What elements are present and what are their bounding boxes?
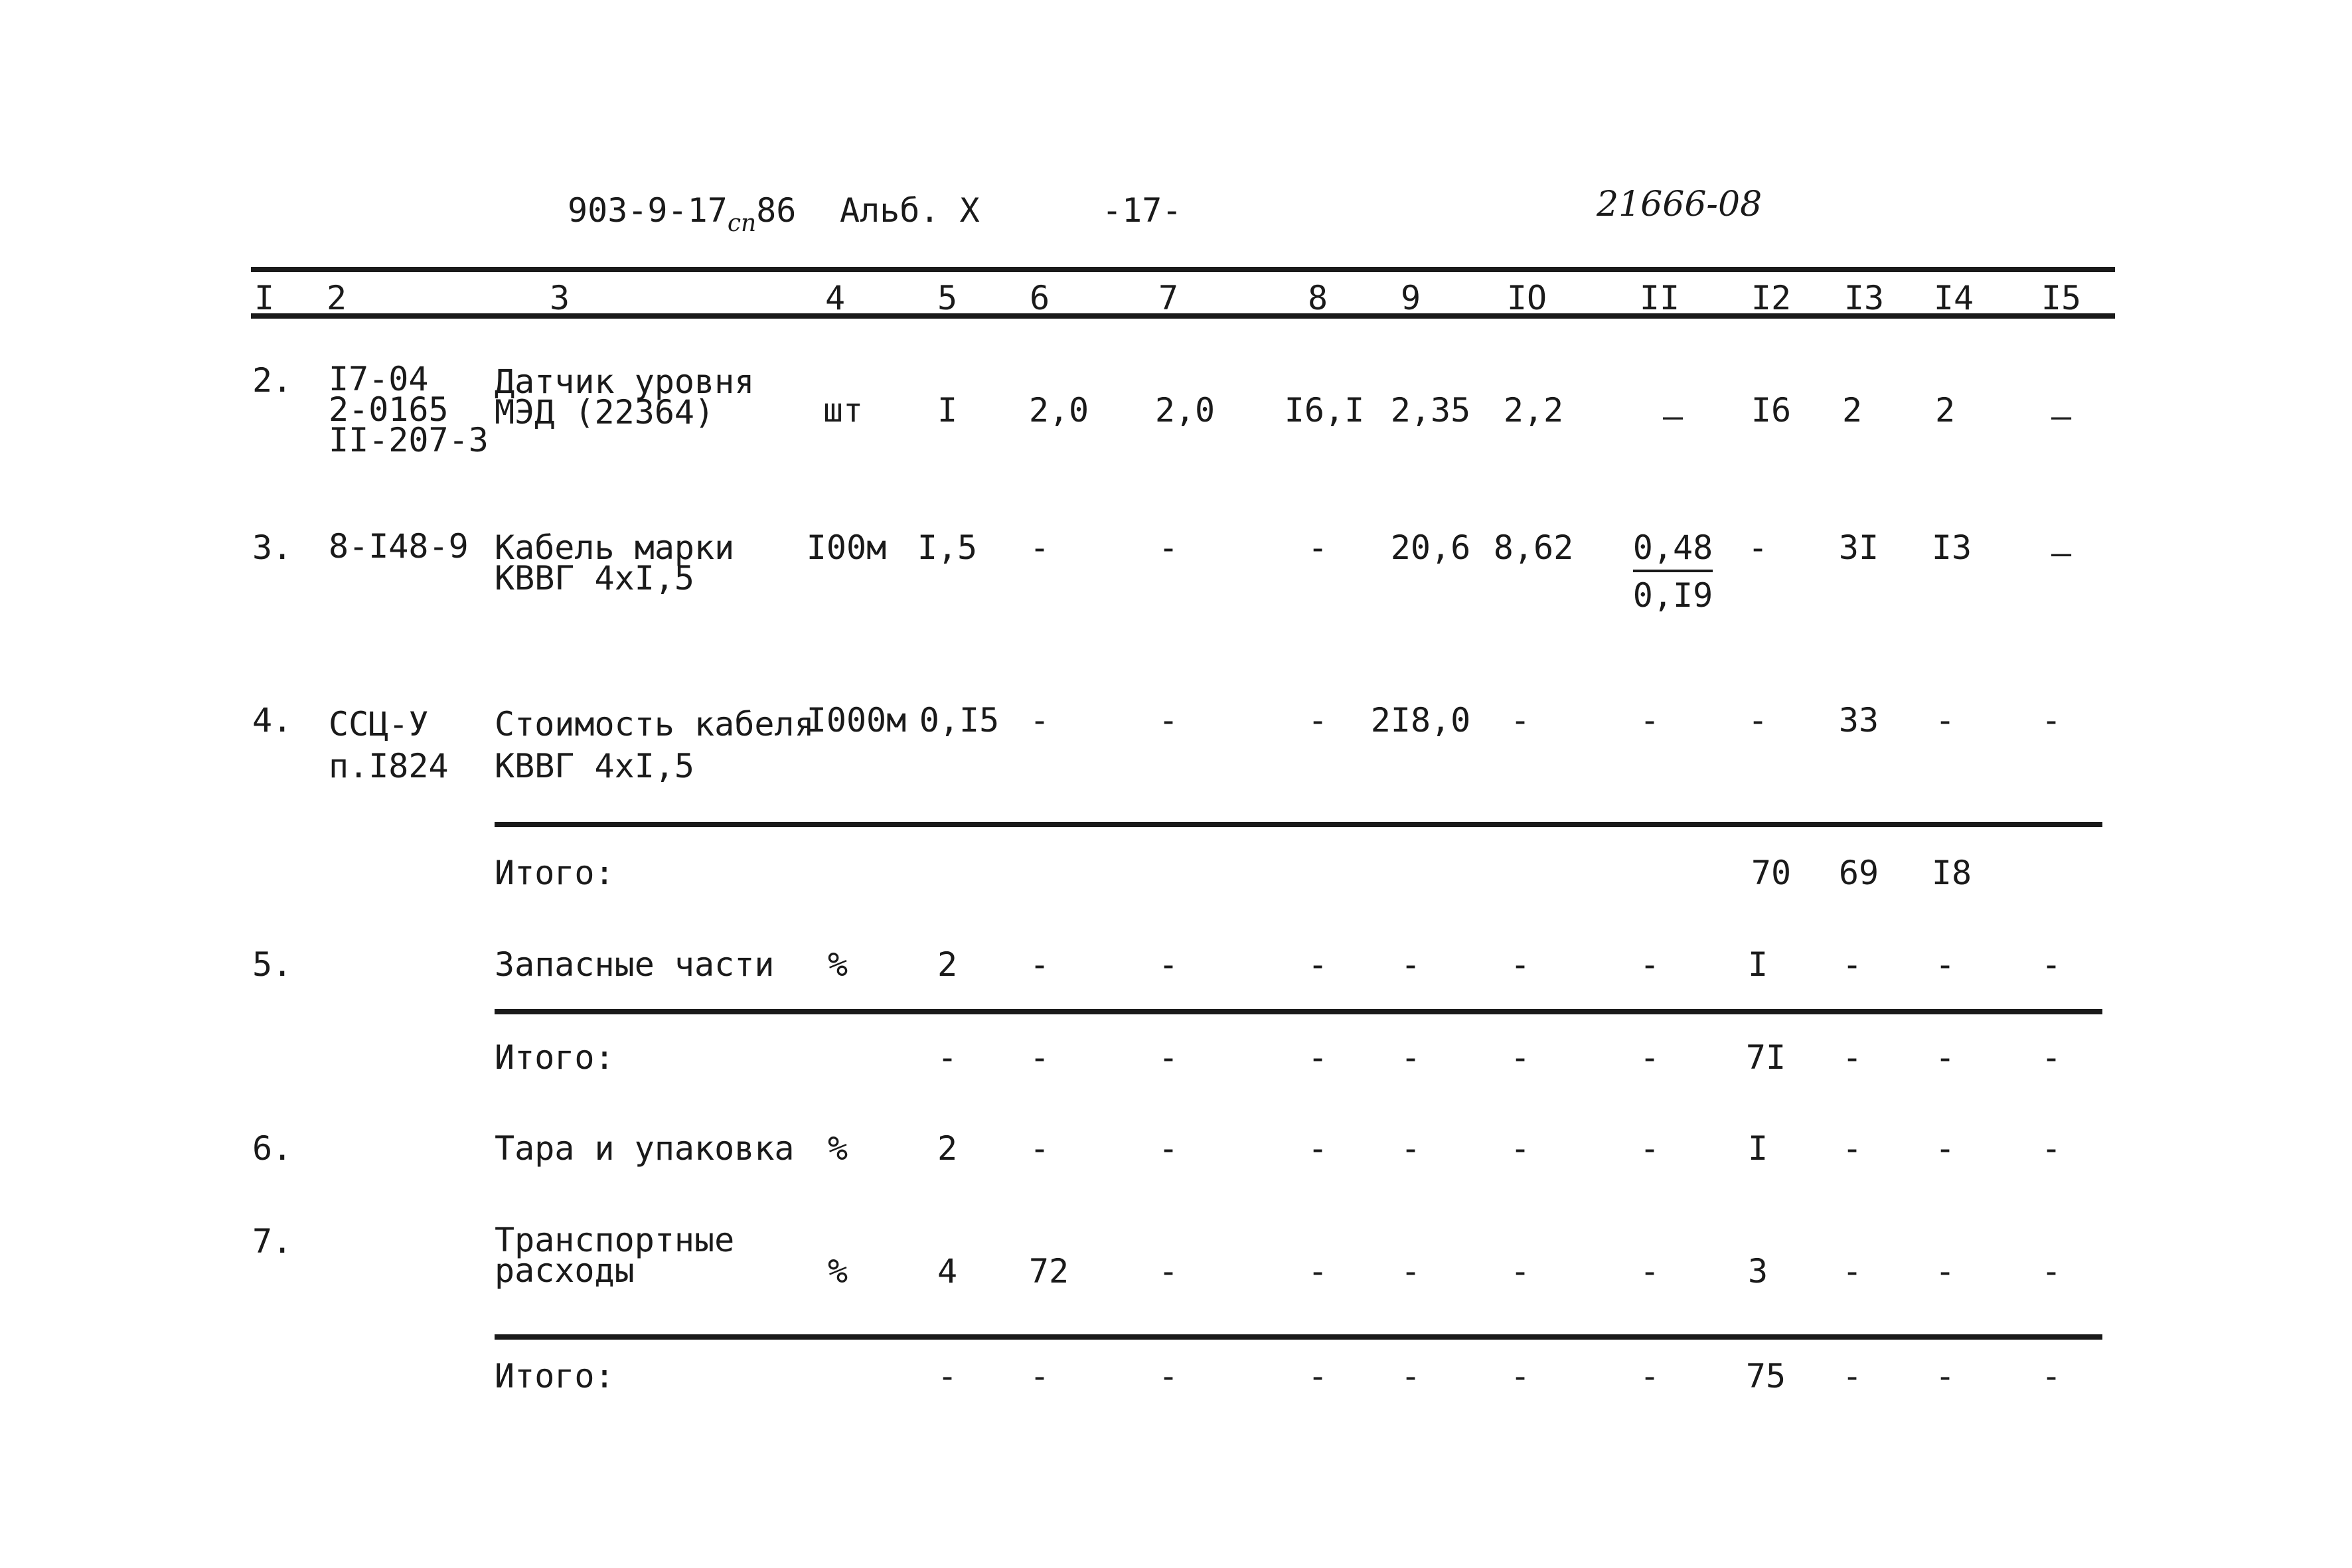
column-header-5: 5 (937, 279, 958, 317)
cell-c9: - (1400, 945, 1421, 984)
cell-c9: - (1400, 1252, 1421, 1291)
cell-c12: I (1747, 945, 1768, 984)
cell-c12: I6 (1751, 391, 1792, 430)
cell-c12: 3 (1747, 1252, 1768, 1291)
column-header-1: I (254, 279, 275, 317)
cell-c12: - (1747, 528, 1768, 567)
row-code: 8-I48-9 (329, 527, 469, 566)
cell-c8: - (1307, 1252, 1328, 1291)
cell-c7: - (1158, 701, 1179, 740)
document-code-year: 86 (756, 191, 797, 230)
cell-c15: — (2051, 397, 2072, 435)
cell-c11: - (1639, 945, 1660, 984)
column-header-15: I5 (2041, 279, 2082, 317)
cell-c11 (1662, 397, 1684, 435)
cell-c15: - (2041, 1129, 2062, 1168)
cell-c14: - (1934, 1129, 1956, 1168)
cell-c13: - (1842, 1252, 1863, 1291)
column-header-2: 2 (326, 279, 347, 317)
cell-c10: - (1510, 701, 1531, 740)
cell-c14: I8 (1931, 854, 1972, 892)
cell-c13: - (1842, 945, 1863, 984)
cell-c5: I (937, 391, 958, 430)
total-label: Итого: (495, 1357, 615, 1395)
cell-c14: - (1934, 701, 1956, 740)
row-number: 5. (252, 945, 293, 984)
cell-c11: - (1639, 1038, 1660, 1077)
cell-c14: - (1934, 1252, 1956, 1291)
cell-c5: 0,I5 (919, 701, 1000, 740)
cell-c9: - (1400, 1129, 1421, 1168)
unit-cell: % (827, 1129, 848, 1168)
cell-c15: - (2041, 1038, 2062, 1077)
cell-c14: - (1934, 1357, 1956, 1395)
cell-c15: - (2041, 1357, 2062, 1395)
cell-c8: - (1307, 1357, 1328, 1395)
row-number: 6. (252, 1129, 293, 1168)
cell-c9: 2I8,0 (1370, 701, 1471, 740)
cell-c14: I3 (1931, 528, 1972, 567)
cell-c15: - (2041, 701, 2062, 740)
cell-c8: - (1307, 701, 1328, 740)
row-name-line: МЭД (22364) (495, 393, 715, 431)
cell-c15: — (2051, 534, 2072, 572)
document-code-main: 903-9-17 (568, 191, 728, 230)
unit-cell: I000м (806, 701, 907, 740)
cell-c7: 2,0 (1154, 391, 1215, 430)
row-number: 4. (252, 701, 293, 740)
cell-c13: 33 (1838, 701, 1879, 740)
cell-c6: - (1029, 528, 1050, 567)
column-header-3: 3 (549, 279, 570, 317)
cell-c13: 2 (1842, 391, 1863, 430)
subtotal-rule (495, 1334, 2102, 1340)
row-name-line: КВВГ 4хI,5 (495, 559, 695, 597)
cell-c5: I,5 (917, 528, 978, 567)
cell-c11: - (1639, 1252, 1660, 1291)
cell-c11-numerator: 0,48 (1632, 528, 1713, 567)
cell-c8: - (1307, 1129, 1328, 1168)
row-number: 7. (252, 1222, 293, 1261)
cell-c10: 8,62 (1493, 528, 1574, 567)
column-header-7: 7 (1158, 279, 1179, 317)
cell-c5: - (937, 1357, 958, 1395)
cell-c7: - (1158, 1129, 1179, 1168)
cell-c13: - (1842, 1357, 1863, 1395)
cell-c12: 7I (1745, 1038, 1786, 1077)
cell-c10: - (1510, 1357, 1531, 1395)
cell-c7: - (1158, 1252, 1179, 1291)
cell-c9: 2,35 (1390, 391, 1471, 430)
cell-c13: 69 (1838, 854, 1879, 892)
cell-c5: 2 (937, 1129, 958, 1168)
cell-c10: - (1510, 1129, 1531, 1168)
cell-c15: - (2041, 945, 2062, 984)
cell-c6: 2,0 (1028, 391, 1089, 430)
cell-c6: - (1029, 1357, 1050, 1395)
cell-c8: - (1307, 1038, 1328, 1077)
cell-c11: - (1639, 1357, 1660, 1395)
column-header-4: 4 (824, 279, 846, 317)
inventory-number: 21666-08 (1597, 185, 1763, 224)
unit-cell: % (827, 945, 848, 984)
cell-c14: 2 (1934, 391, 1956, 430)
column-header-8: 8 (1307, 279, 1328, 317)
row-code: 2-0165 (329, 390, 449, 429)
row-code: п.I824 (329, 746, 449, 785)
header-bottom-rule (251, 313, 2115, 319)
cell-c10: 2,2 (1503, 391, 1564, 430)
row-codes (329, 360, 489, 459)
row-name-line: Транспортные (495, 1221, 735, 1259)
cell-c12: 70 (1751, 854, 1792, 892)
cell-c10: - (1510, 1252, 1531, 1291)
cell-c11: - (1639, 1129, 1660, 1168)
cell-c6: - (1029, 945, 1050, 984)
subtotal-rule (495, 822, 2102, 827)
cell-c11-denominator: 0,I9 (1632, 576, 1713, 615)
cell-c9: - (1400, 1357, 1421, 1395)
cell-c12: 75 (1745, 1357, 1786, 1395)
cell-c8: - (1307, 945, 1328, 984)
cell-c12: I (1747, 1129, 1768, 1168)
column-header-10: IO (1506, 279, 1547, 317)
row-name (495, 1221, 735, 1290)
cell-c14: - (1934, 1038, 1956, 1077)
unit-cell: шт (823, 391, 864, 430)
album-label: Альб. X (840, 191, 980, 230)
row-name-line: Кабель марки (495, 528, 735, 567)
row-name: Запасные части (495, 945, 775, 984)
row-name (495, 528, 735, 597)
cell-c13: 3I (1838, 528, 1879, 567)
row-name-line: расходы (495, 1251, 635, 1290)
column-header-12: I2 (1751, 279, 1792, 317)
cell-c9: 20,6 (1390, 528, 1471, 567)
cell-c6: - (1029, 1129, 1050, 1168)
cell-c12: - (1747, 701, 1768, 740)
cell-c7: - (1158, 1357, 1179, 1395)
cell-c6: 72 (1028, 1252, 1069, 1291)
cell-c5: 2 (937, 945, 958, 984)
page-number: -17- (1102, 191, 1182, 230)
column-header-9: 9 (1400, 279, 1421, 317)
header-top-rule (251, 267, 2115, 272)
row-name: Тара и упаковка (495, 1129, 795, 1168)
cell-c11: - (1639, 701, 1660, 740)
row-number: 2. (252, 361, 293, 400)
document-code-subscript: сп (727, 210, 757, 237)
cell-c6: - (1029, 1038, 1050, 1077)
row-code: I7-04 (329, 360, 429, 398)
cell-c9: - (1400, 1038, 1421, 1077)
column-header-14: I4 (1933, 279, 1974, 317)
subtotal-rule (495, 1009, 2102, 1014)
row-code: ССЦ-У (329, 705, 429, 744)
row-codes (329, 704, 449, 787)
cell-c15: - (2041, 1252, 2062, 1291)
total-label: Итого: (495, 1038, 615, 1077)
cell-c5: 4 (937, 1252, 958, 1291)
column-header-13: I3 (1843, 279, 1885, 317)
cell-c7: - (1158, 945, 1179, 984)
cell-c5: - (937, 1038, 958, 1077)
cell-c7: - (1158, 1038, 1179, 1077)
column-header-6: 6 (1029, 279, 1050, 317)
total-label: Итого: (495, 854, 615, 892)
row-number: 3. (252, 528, 293, 567)
cell-c8: I6,I (1284, 391, 1365, 430)
column-header-11: II (1639, 279, 1680, 317)
cell-c13: - (1842, 1129, 1863, 1168)
document-code (568, 191, 797, 237)
unit-cell: % (827, 1252, 848, 1291)
row-name (495, 704, 815, 787)
cell-c10: - (1510, 1038, 1531, 1077)
cell-c11-value: — (1662, 397, 1684, 435)
cell-c6: - (1029, 701, 1050, 740)
unit-cell: I00м (806, 528, 887, 567)
cell-c10: - (1510, 945, 1531, 984)
row-code: II-207-3 (329, 421, 489, 459)
row-name-line: КВВГ 4хI,5 (495, 746, 695, 785)
cell-c13: - (1842, 1038, 1863, 1077)
row-name (495, 362, 755, 431)
cell-c8: - (1307, 528, 1328, 567)
fraction-bar (1633, 570, 1713, 572)
row-name-line: Стоимость кабеля (495, 705, 815, 744)
cell-c14: - (1934, 945, 1956, 984)
cell-c7: - (1158, 528, 1179, 567)
row-name-line: Датчик уровня (495, 362, 755, 401)
row-codes (329, 527, 469, 566)
